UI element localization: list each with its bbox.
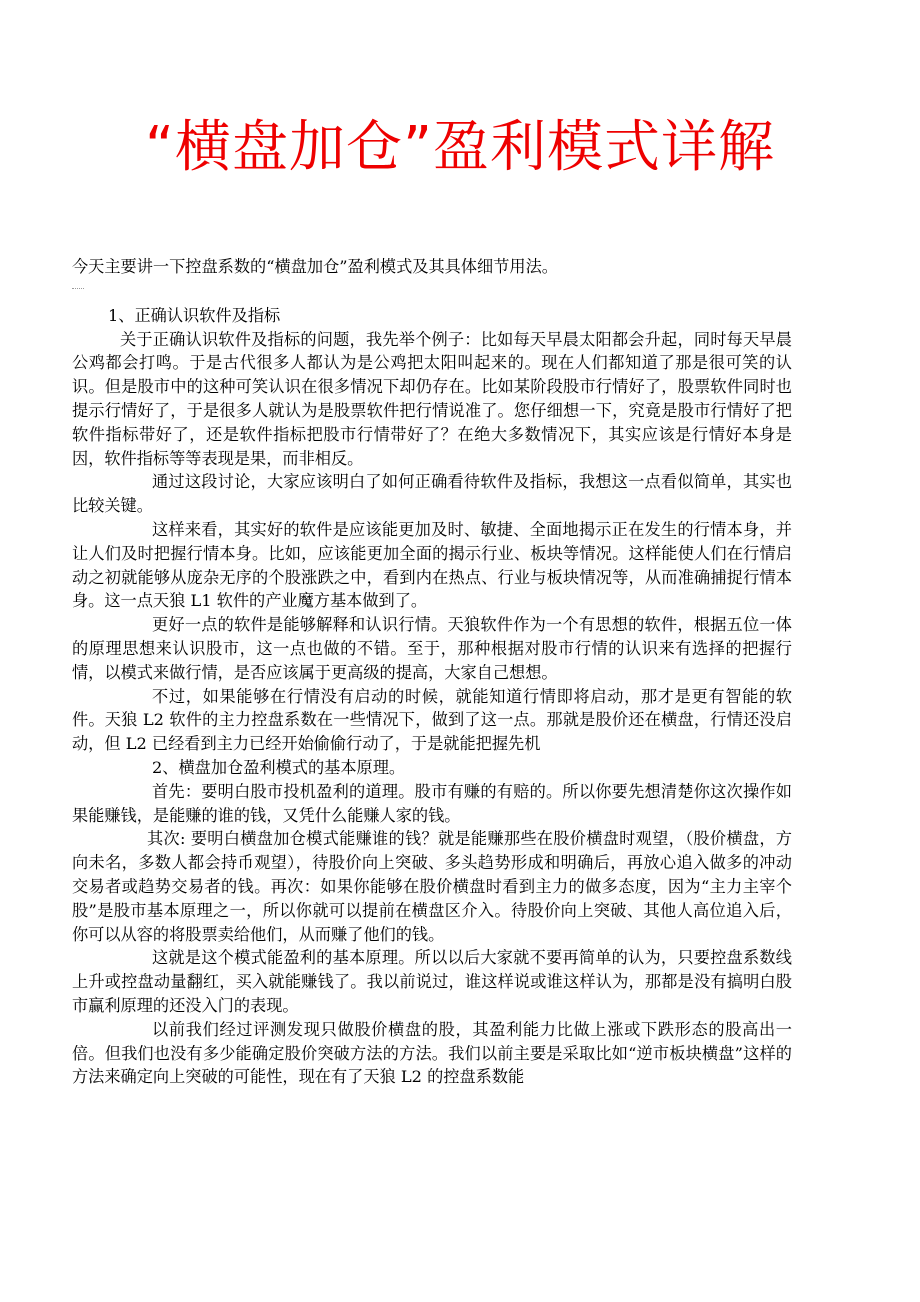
paragraph-4: 更好一点的软件是能够解释和认识行情。天狼软件作为一个有思想的软件，根据五位一体的原理思想来认识股市，这一点也做的不错。至于，那种根据对股市行情的认识来有选择的把握行情，以模式来做行情，是否应该属于更高级的提高，大家自己想想。	[72, 615, 792, 682]
paragraph-3: 这样来看，其实好的软件是应该能更加及时、敏捷、全面地揭示正在发生的行情本身，并让人们及时把握行情本身。比如，应该能更加全面的揭示行业、板块等情况。这样能使人们在行情启动之初就能够从庞杂无序的个股涨跌之中，看到内在热点、行业与板块情况等，从而准确捕捉行情本身。这一点天狼 L1 软件的产业魔方基本做到了。	[72, 519, 792, 611]
paragraph-7: 其次: 要明白横盘加仓模式能赚谁的钱？就是能赚那些在股价横盘时观望，（股价横盘，方向未名，多数人都会持币观望），待股价向上突破、多头趋势形成和明确后，再放心追入做多的冲动交易者或趋势交易者的钱。再次：如果你能够在股价横盘时看到主力的做多态度，因为“主力主宰个股”是股市基本原理之一，所以你就可以提前在横盘区介入。待股价向上突破、其他人高位追入后，你可以从容的将股票卖给他们，从而赚了他们的钱。	[72, 829, 792, 944]
paragraph-8: 这就是这个模式能盈利的基本原理。所以以后大家就不要再简单的认为，只要控盘系数线上升或控盘动量翻红，买入就能赚钱了。我以前说过，谁这样说或谁这样认为，那都是没有搞明白股市赢利原理的还没入门的表现。	[72, 948, 792, 1015]
paragraph-5: 不过，如果能够在行情没有启动的时候，就能知道行情即将启动，那才是更有智能的软件。天狼 L2 软件的主力控盘系数在一些情况下，做到了这一点。那就是股价还在横盘，行情还没启动，但 L2 已经看到主力已经开始偷偷行动了，于是就能把握先机	[72, 686, 792, 754]
document-title: “横盘加仓”盈利模式详解	[144, 115, 776, 180]
paragraph-2: 通过这段讨论，大家应该明白了如何正确看待软件及指标，我想这一点看似简单，其实也比较关键。	[72, 472, 792, 516]
section-1-heading: 1、正确认识软件及指标	[108, 305, 281, 325]
section-2-heading: 2、横盘加仓盈利模式的基本原理。	[152, 757, 406, 777]
paragraph-1: 关于正确认识软件及指标的问题，我先举个例子：比如每天早晨太阳都会升起，同时每天早晨公鸡都会打鸣。于是古代很多人都认为是公鸡把太阳叫起来的。现在人们都知道了那是很可笑的认识。但是股市中的这种可笑认识在很多情况下却仍存在。比如某阶段股市行情好了，股票软件同时也提示行情好了，于是很多人就认为是股票软件把行情说准了。您仔细想一下，究竟是股市行情好了把软件指标带好了，还是软件指标把股市行情带好了？在绝大多数情况下，其实应该是行情好本身是因，软件指标等等表现是果，而非相反。	[72, 329, 792, 468]
document-body	[72, 255, 792, 1089]
intro-paragraph: 今天主要讲一下控盘系数的“横盘加仓”盈利模式及其具体细节用法。	[72, 257, 558, 276]
dotted-divider	[72, 288, 84, 289]
paragraph-9: 以前我们经过评测发现只做股价横盘的股，其盈利能力比做上涨或下跌形态的股高出一倍。但我们也没有多少能确定股价突破方法的方法。我们以前主要是采取比如“逆市板块横盘”这样的方法来确定向上突破的可能性，现在有了天狼 L2 的控盘系数能	[72, 1019, 792, 1087]
paragraph-6: 首先：要明白股市投机盈利的道理。股市有赚的有赔的。所以你要先想清楚你这次操作如果能赚钱，是能赚的谁的钱，又凭什么能赚人家的钱。	[72, 781, 792, 825]
